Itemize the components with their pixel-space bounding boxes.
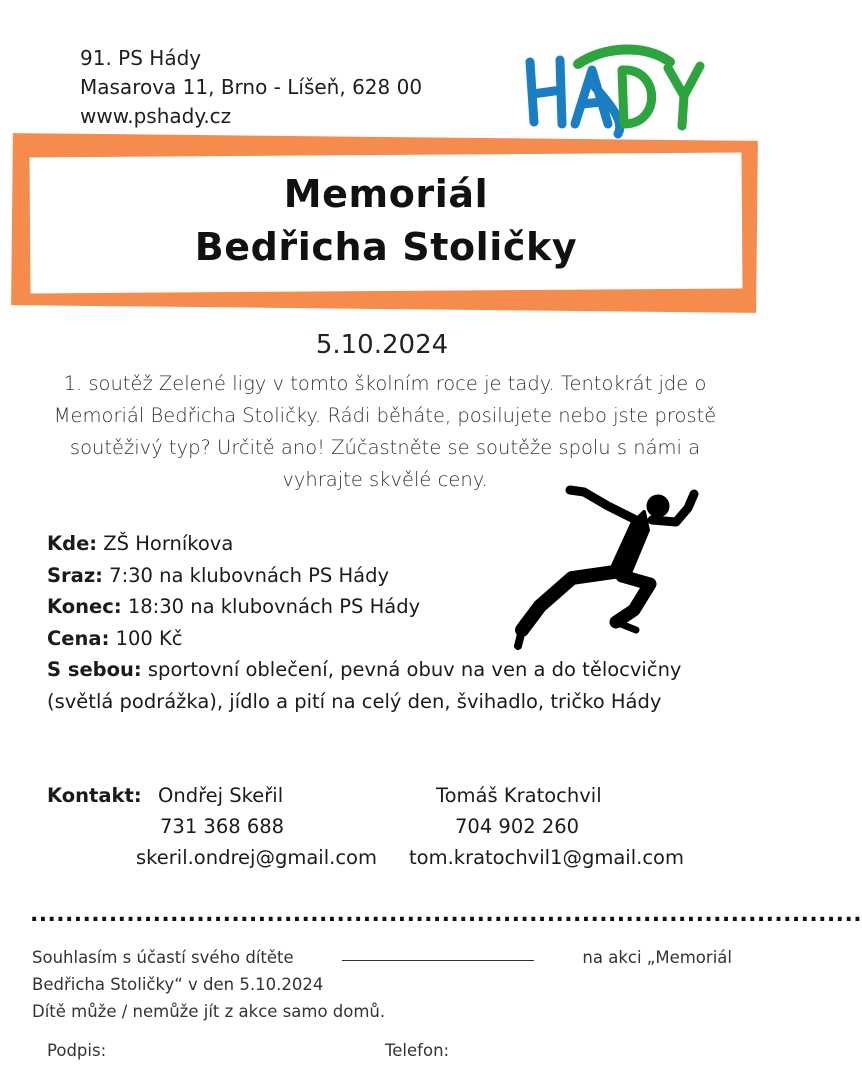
- org-web: www.pshady.cz: [80, 104, 232, 128]
- detail-meeting: Sraz: 7:30 na klubovnách PS Hády: [47, 563, 390, 587]
- detail-place: Kde: ZŠ Horníkova: [47, 532, 234, 555]
- contact-1-phone: 731 368 688: [160, 815, 285, 838]
- detail-price: Cena: 100 Kč: [47, 626, 183, 650]
- contact-label: Kontakt:: [47, 784, 142, 807]
- consent-line-3: Dítě může / nemůže jít z akce samo domů.: [32, 1002, 386, 1021]
- contact-2-name: Tomáš Kratochvil: [436, 784, 602, 807]
- organization-address: [80, 44, 422, 131]
- contact-2-phone: 704 902 260: [455, 815, 580, 838]
- cut-line: ...............................................................................................: [30, 902, 862, 927]
- consent-section: [32, 944, 732, 1025]
- event-details: [47, 528, 747, 717]
- intro-paragraph: 1. soutěž Zelené ligy v tomto školním roce je tady. Tentokrát jde o Memoriál Bedřicha Stoličky. Rádi běháte, posilujete nebo jste prostě soutěživý typ? Určitě ano! Zúčastněte se soutěže spolu s námi a vyhrajte skvělé ceny.: [53, 372, 717, 491]
- event-date: 5.10.2024: [315, 330, 449, 360]
- org-street: Masarova 11, Brno - Líšeň, 628 00: [80, 75, 423, 99]
- title-line-1: Memoriál: [283, 172, 489, 216]
- consent-line-1: Souhlasím s účastí svého dítěte na akci „Memoriál: [32, 944, 732, 971]
- detail-end: Konec: 18:30 na klubovnách PS Hády: [47, 595, 421, 618]
- title-line-2: Bedřicha Stoličky: [194, 225, 578, 269]
- contact-1-email: skeril.ondrej@gmail.com: [136, 846, 377, 869]
- detail-bring: S sebou: sportovní oblečení, pevná obuv na ven a do tělocvičny (světlá podrážka), jídlo a pití na celý den, švihadlo, tričko Hády: [47, 658, 682, 713]
- contact-2-email: tom.kratochvil1@gmail.com: [409, 846, 684, 869]
- org-name: 91. PS Hády: [80, 46, 202, 70]
- event-title: [30, 168, 742, 274]
- signature-label: Podpis:: [47, 1041, 107, 1060]
- contact-1-name: Ondřej Skeřil: [158, 784, 284, 807]
- phone-label: Telefon:: [385, 1041, 450, 1060]
- hady-logo: [520, 42, 710, 138]
- child-name-blank[interactable]: [342, 944, 534, 961]
- consent-line-2: Bedřicha Stoličky“ v den 5.10.2024: [32, 975, 324, 994]
